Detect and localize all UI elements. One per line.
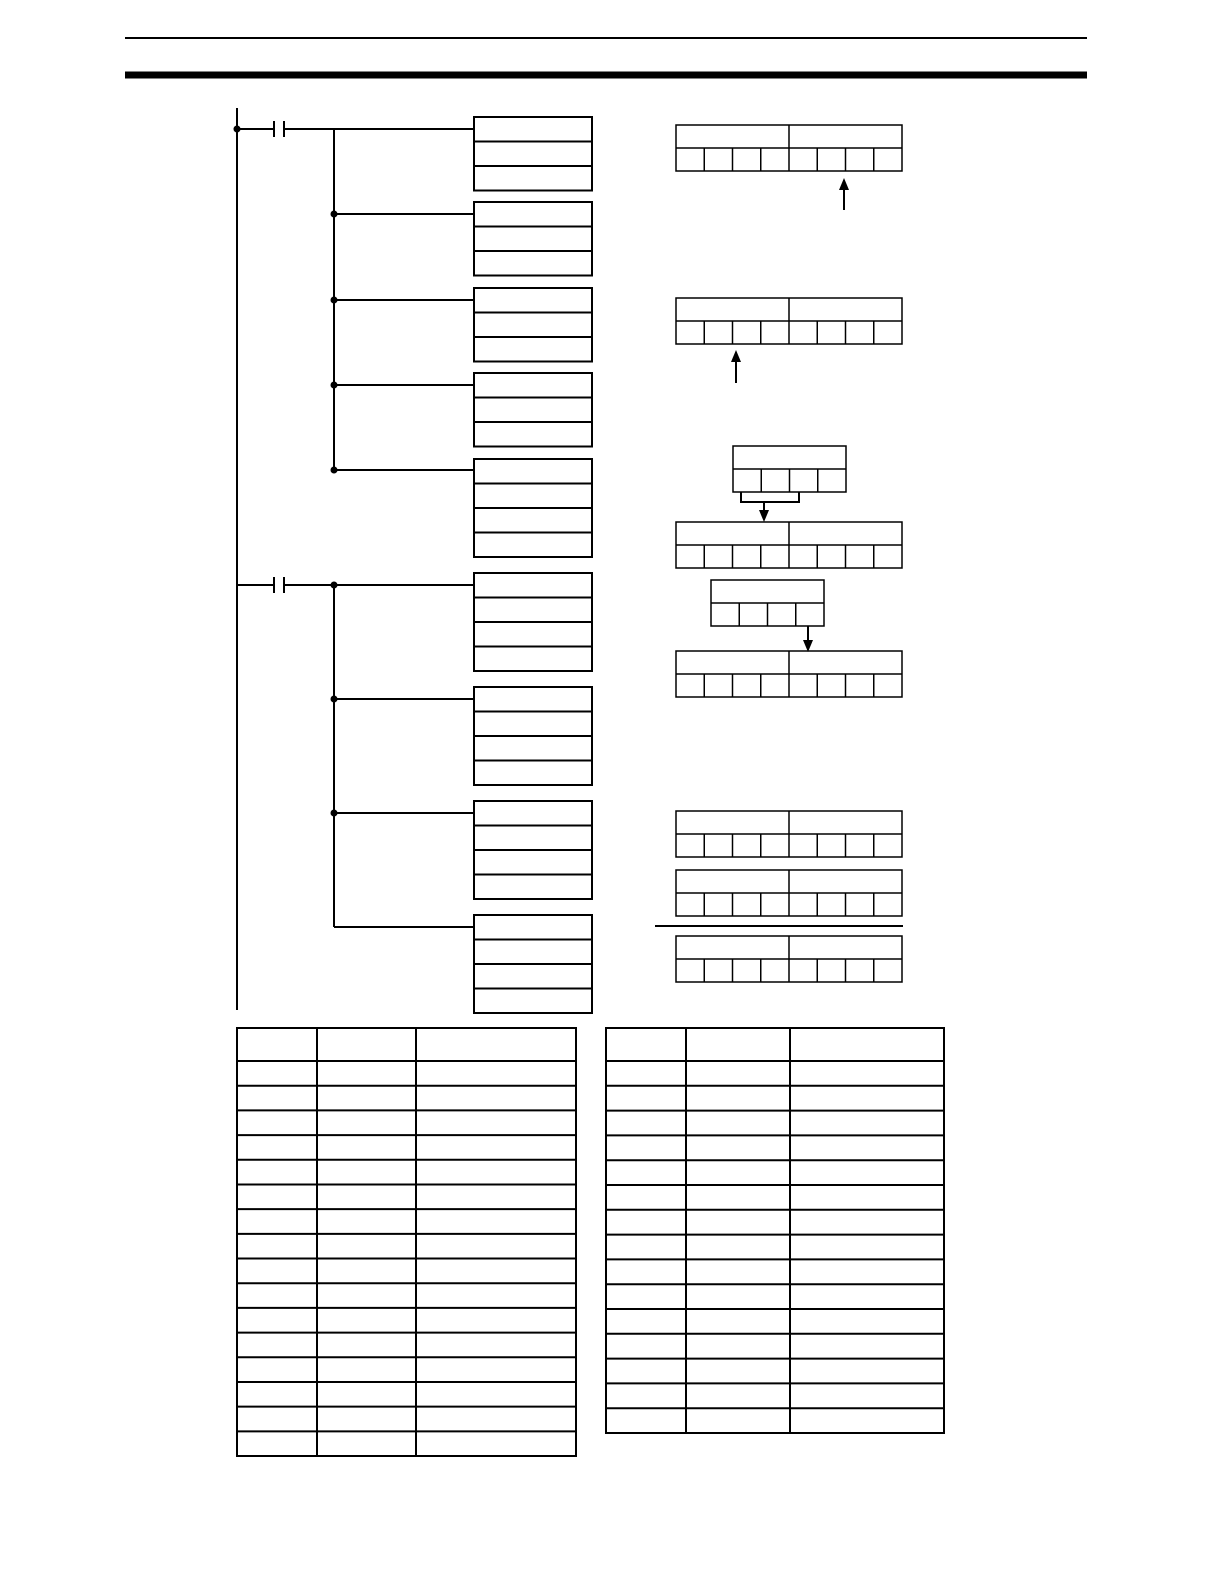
down-arrow-icon: [759, 510, 769, 522]
up-arrow-icon: [731, 350, 741, 362]
word-register: [676, 651, 902, 697]
down-arrow-icon: [803, 640, 813, 652]
source-word: [711, 580, 824, 626]
reference-tables: [237, 1028, 944, 1456]
word-register: [676, 125, 902, 171]
instruction-block: [474, 459, 592, 557]
bracket: [741, 492, 799, 502]
instruction-block: [474, 801, 592, 899]
instruction-block-frame: [474, 202, 592, 276]
word-register: [676, 298, 902, 344]
rung-2: [237, 573, 592, 1013]
instruction-block: [474, 915, 592, 1013]
instruction-block-frame: [474, 373, 592, 447]
word-register: [676, 936, 902, 982]
word-register: [676, 870, 902, 916]
word-diagrams: [655, 125, 903, 982]
source-word: [733, 446, 846, 492]
reference-table-right: [606, 1028, 944, 1433]
table-frame: [606, 1028, 944, 1433]
word-register: [676, 522, 902, 568]
table-frame: [237, 1028, 576, 1456]
instruction-block: [474, 117, 592, 191]
instruction-block: [474, 687, 592, 785]
instruction-block: [474, 202, 592, 276]
rung-1: [234, 117, 593, 557]
normally-open-contact: [274, 577, 284, 593]
page-header-rules: [125, 38, 1087, 75]
word-register: [676, 811, 902, 857]
ladder-program: [234, 108, 593, 1013]
reference-table-left: [237, 1028, 576, 1456]
instruction-block: [474, 288, 592, 362]
bracket-arrow-icon: [741, 492, 799, 522]
instruction-block-frame: [474, 117, 592, 191]
up-arrow-icon: [839, 178, 849, 190]
instruction-block: [474, 373, 592, 447]
normally-open-contact: [274, 121, 284, 137]
instruction-block-frame: [474, 288, 592, 362]
junction-dot: [331, 582, 338, 589]
instruction-block: [474, 573, 592, 671]
